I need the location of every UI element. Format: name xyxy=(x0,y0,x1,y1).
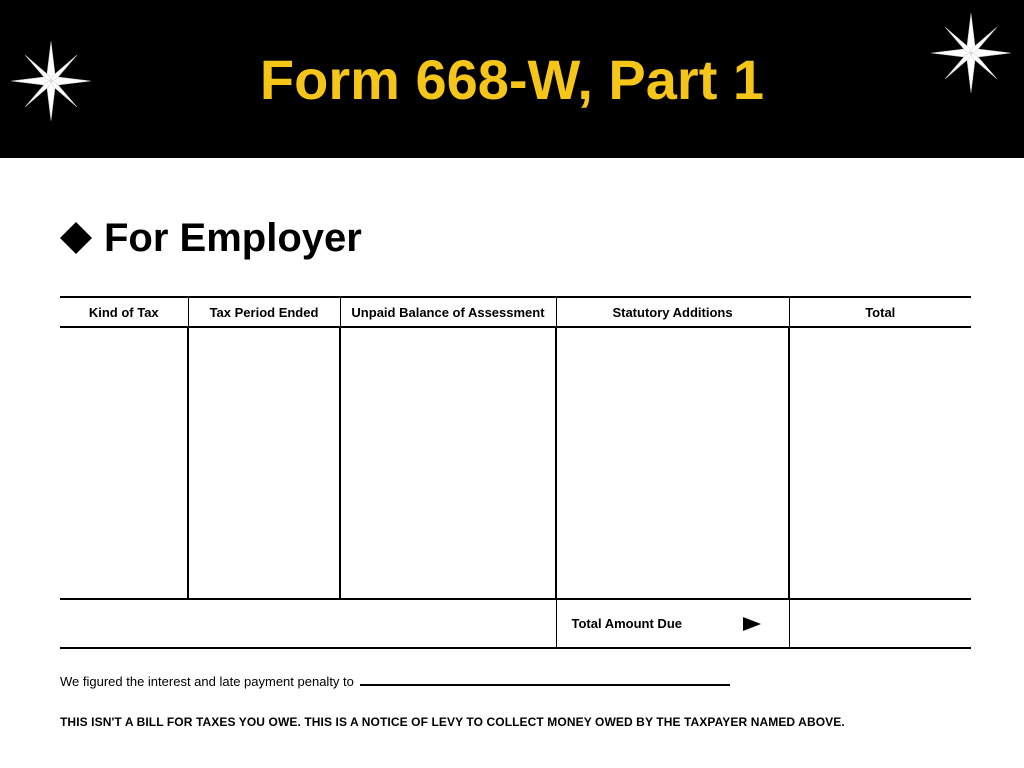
slide-title: Form 668-W, Part 1 xyxy=(259,48,765,111)
cell-total xyxy=(789,327,971,599)
interest-note xyxy=(60,674,730,689)
levy-disclaimer: THIS ISN'T A BILL FOR TAXES YOU OWE. THIS IS A NOTICE OF LEVY TO COLLECT MONEY OWED BY THE TAXPAYER NAMED ABOVE. xyxy=(60,715,845,729)
column-header-unpaid-balance: Unpaid Balance of Assessment xyxy=(340,297,556,327)
interest-amount-line xyxy=(360,684,730,686)
bullet-item xyxy=(58,212,362,264)
total-row-spacer xyxy=(60,599,556,648)
cell-tax-period-ended xyxy=(188,327,340,599)
table-row xyxy=(60,327,971,599)
bullet-text: For Employer xyxy=(104,216,362,260)
cell-unpaid-balance xyxy=(340,327,556,599)
cell-kind-of-tax xyxy=(60,327,188,599)
star-icon xyxy=(928,10,1014,96)
column-header-total: Total xyxy=(789,297,971,327)
levy-form-table xyxy=(60,296,971,649)
total-amount-row xyxy=(60,599,971,648)
diamond-bullet-icon xyxy=(58,220,94,256)
table-header-row xyxy=(60,297,971,327)
arrow-right-icon xyxy=(743,617,761,631)
cell-statutory-additions xyxy=(556,327,789,599)
column-header-statutory-additions: Statutory Additions xyxy=(556,297,789,327)
total-amount-due-label: Total Amount Due xyxy=(571,616,682,631)
column-header-tax-period-ended: Tax Period Ended xyxy=(188,297,340,327)
total-amount-due-value xyxy=(789,599,971,648)
column-header-kind-of-tax: Kind of Tax xyxy=(60,297,188,327)
slide-header xyxy=(0,0,1024,158)
total-amount-due-cell xyxy=(556,599,789,648)
interest-note-text: We figured the interest and late payment penalty to xyxy=(60,674,354,689)
